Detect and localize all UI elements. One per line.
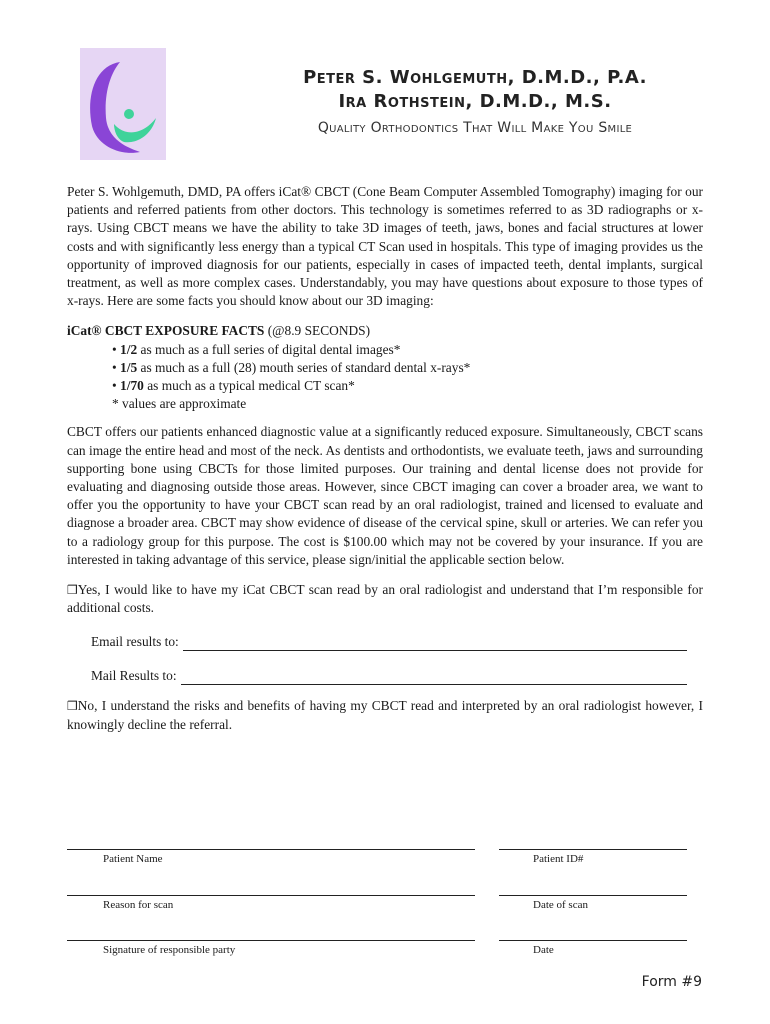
form-number: Form #9	[641, 974, 702, 990]
date-field[interactable]	[499, 940, 687, 941]
facts-note: * values are approximate	[112, 396, 247, 412]
reason-field[interactable]	[67, 895, 475, 896]
facts-heading-line	[67, 322, 703, 340]
reason-label: Reason for scan	[103, 899, 174, 911]
fact-ratio: 1/2	[120, 341, 138, 357]
fact-item: • 1/5 as much as a full (28) mouth series of standard dental x-rays*	[112, 359, 471, 375]
doctor-name-2: Ira Rothstein, D.M.D., M.S.	[338, 91, 612, 112]
signature-field[interactable]	[67, 940, 475, 941]
no-checkbox[interactable]: ❒	[67, 699, 78, 714]
doctor-name-1: Peter S. Wohlgemuth, D.M.D., P.A.	[303, 67, 647, 88]
date-of-scan-label: Date of scan	[533, 899, 588, 911]
mail-field[interactable]	[181, 670, 687, 685]
practice-header	[290, 66, 660, 136]
fact-text: as much as a full (28) mouth series of standard dental x-rays*	[137, 359, 471, 375]
intro-paragraph: Peter S. Wohlgemuth, DMD, PA offers iCat® CBCT (Cone Beam Computer Assembled Tomography) imaging for our patients and referred patients from other doctors. This technology is sometimes referred to as 3D radiographs or x-rays. Using CBCT means we have the ability to take 3D images of teeth, jaws, bones and facial structures at lower costs and with significantly less energy than a typical CT Scan used in hospitals. This type of imaging provides us the opportunity of improved diagnosis for our patients, especially in cases of impacted teeth, dental implants, surgical treatment, as well as more complex cases. Understandably, you may have questions about exposure to those types of x-rays. Here are some facts you should know about our 3D imaging:	[67, 184, 703, 309]
facts-heading: iCat® CBCT EXPOSURE FACTS	[67, 323, 265, 339]
patient-name-field[interactable]	[67, 849, 475, 850]
fact-ratio: 1/5	[120, 359, 138, 375]
option-no	[67, 697, 703, 733]
option-yes	[67, 581, 703, 617]
facts-heading-suffix: (@8.9 SECONDS)	[264, 323, 371, 339]
fact-text: as much as a typical medical CT scan*	[143, 378, 355, 394]
date-of-scan-field[interactable]	[499, 895, 687, 896]
exposure-facts	[67, 322, 703, 413]
email-label: Email results to:	[91, 634, 179, 650]
patient-id-label: Patient ID#	[533, 853, 584, 865]
signature-label: Signature of responsible party	[103, 944, 236, 956]
practice-logo	[80, 48, 166, 160]
form-body	[67, 183, 703, 734]
cbct-paragraph: CBCT offers our patients enhanced diagnostic value at a significantly reduced exposure. Simultaneously, CBCT scans can image the entire head and most of the neck. As dentists and orthodontists, we evaluate teeth, jaws and surrounding supporting bone using CBCTs for those limited purposes. Our training and dental license does not provide for evaluating and diagnosing outside those areas. However, since CBCT imaging can cover a broader area, we want to offer you the opportunity to have your CBCT scan read by an oral radiologist, trained and licensed to evaluate and diagnose a broader area. CBCT may show evidence of disease of the cervical spine, skull or arteries. We can refer you to a radiology group for this purpose. The cost is $100.00 which may not be covered by your insurance. If you are interested in taking advantage of this service, please sign/initial the applicable section below.	[67, 424, 703, 567]
email-row	[67, 629, 703, 651]
yes-text: Yes, I would like to have my iCat CBCT scan read by an oral radiologist and understand that I’m responsible for additional costs.	[67, 582, 703, 616]
patient-id-field[interactable]	[499, 849, 687, 850]
email-field[interactable]	[183, 636, 687, 651]
fact-item: • 1/2 as much as a full series of digital dental images*	[112, 341, 401, 357]
yes-checkbox[interactable]: ❒	[67, 583, 78, 598]
fact-ratio: 1/70	[120, 378, 144, 394]
mail-label: Mail Results to:	[91, 668, 177, 684]
fact-text: as much as a full series of digital dental images*	[137, 341, 401, 357]
no-text: No, I understand the risks and benefits of having my CBCT read and interpreted by an oral radiologist however, I knowingly decline the referral.	[67, 698, 703, 732]
practice-tagline: Quality Orthodontics That Will Make You Smile	[317, 120, 633, 136]
mail-row	[67, 663, 703, 685]
patient-name-label: Patient Name	[103, 853, 163, 865]
logo-green-dot	[124, 109, 134, 119]
fact-item: • 1/70 as much as a typical medical CT scan*	[112, 378, 355, 394]
date-label: Date	[533, 944, 554, 956]
